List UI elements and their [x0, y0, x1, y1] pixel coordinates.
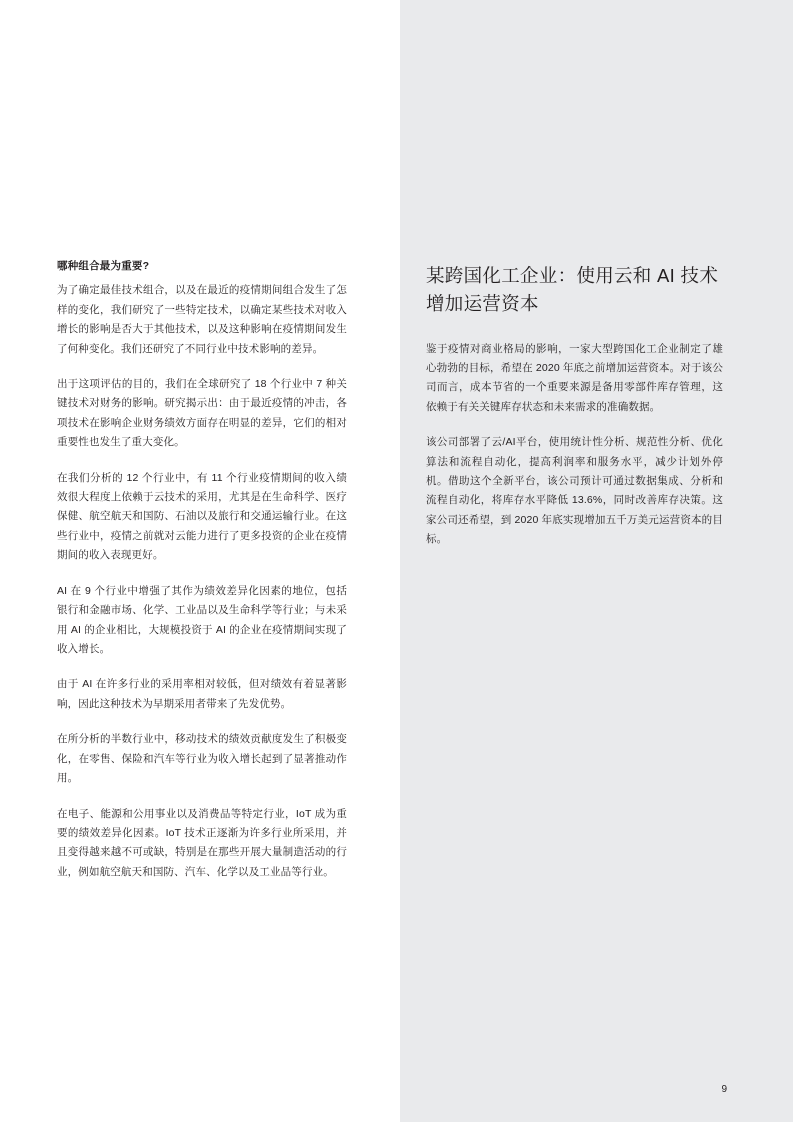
left-paragraph-4: AI 在 9 个行业中增强了其作为绩效差异化因素的地位，包括银行和金融市场、化学、工业品以及生命科学等行业；与未采用 AI 的企业相比，大规模投资于 AI 的企业在疫情期间实现了收入增长。 — [57, 584, 347, 656]
right-paragraph-1: 鉴于疫情对商业格局的影响，一家大型跨国化工企业制定了雄心勃勃的目标，希望在 2020 年底之前增加运营资本。对于该公司而言，成本节省的一个重要来源是备用零部件库存管理，这依赖于有关关键库存状态和未来需求的准确数据。 — [426, 342, 723, 413]
left-paragraph-1: 为了确定最佳技术组合，以及在最近的疫情期间组合发生了怎样的变化，我们研究了一些特定技术，以确定某些技术对收入增长的影响是否大于其他技术，以及这种影响在疫情期间发生了何种变化。我们还研究了不同行业中技术影响的差异。 — [57, 284, 347, 355]
left-paragraph-6: 在所分析的半数行业中，移动技术的绩效贡献度发生了积极变化，在零售、保险和汽车等行业为收入增长起到了显著推动作用。 — [57, 733, 347, 785]
case-study-title: 某跨国化工企业：使用云和 AI 技术增加运营资本 — [426, 265, 719, 314]
right-paragraph-2: 该公司部署了云/AI平台，使用统计性分析、规范性分析、优化算法和流程自动化，提高利润率和服务水平，减少计划外停机。借助这个全新平台，该公司预计可通过数据集成、分析和流程自动化，将库存水平降低 13.6%，同时改善库存决策。这家公司还希望，到 2020 年底实现增加五千万美元运营资本的目标。 — [426, 436, 723, 546]
left-paragraph-7: 在电子、能源和公用事业以及消费品等特定行业，IoT 成为重要的绩效差异化因素。IoT 技术正逐渐为许多行业所采用，并且变得越来越不可或缺，特别是在那些开展大量制造活动的行业，例如航空航天和国防、汽车、化学以及工业品等行业。 — [57, 807, 347, 878]
right-column-panel — [400, 0, 793, 1122]
left-paragraph-5: 由于 AI 在许多行业的采用率相对较低，但对绩效有着显著影响，因此这种技术为早期采用者带来了先发优势。 — [57, 678, 347, 710]
left-paragraph-3: 在我们分析的 12 个行业中，有 11 个行业疫情期间的收入绩效很大程度上依赖于云技术的采用，尤其是在生命科学、医疗保健、航空航天和国防、石油以及旅行和交通运输行业。在这些行业中，疫情之前就对云能力进行了更多投资的企业在疫情期间的收入表现更好。 — [57, 471, 347, 562]
page-number: 9 — [721, 1084, 727, 1095]
left-paragraph-2: 出于这项评估的目的，我们在全球研究了 18 个行业中 7 种关键技术对财务的影响。研究揭示出：由于最近疫情的冲击，各项技术在影响企业财务绩效方面存在明显的差异，它们的相对重要性也发生了重大变化。 — [57, 377, 347, 449]
left-column-text-block — [57, 258, 347, 882]
right-column-text-block — [426, 262, 723, 550]
left-column-heading: 哪种组合最为重要? — [57, 260, 150, 272]
